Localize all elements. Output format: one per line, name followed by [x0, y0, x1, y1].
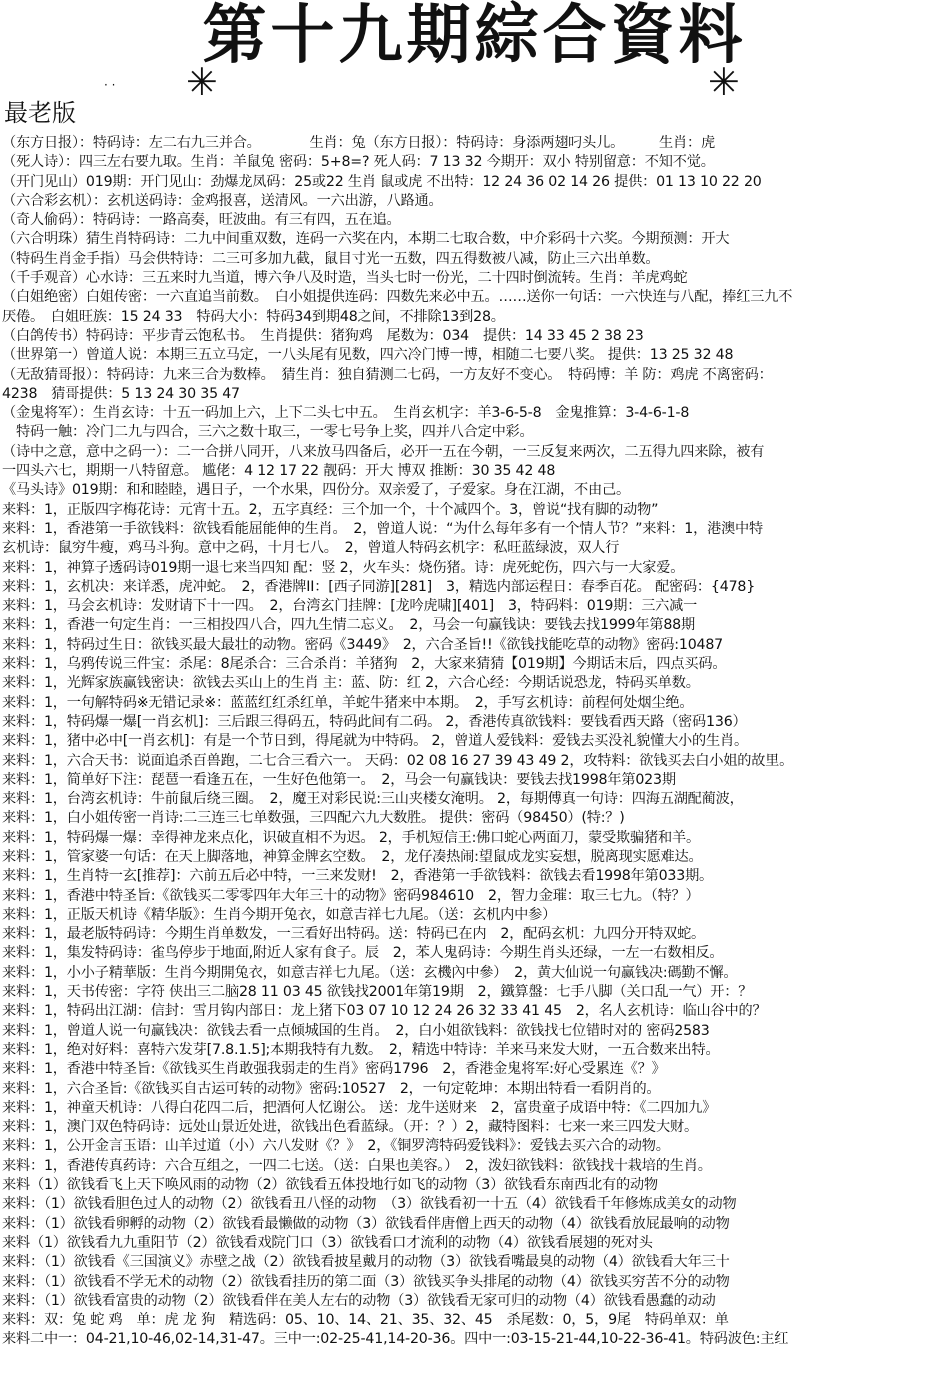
text-line: 来料：1，绝对好料：喜特六发芽[7.8.1.5];本期我特有九数。 2，精选中特诗：羊来马来发大财，一五合数来出特。: [2, 1041, 720, 1058]
text-line: 来料：1，猪中必中[一肖玄机]：有是一个节日到，得尾就为中特码。 2，曾道人爱钱料：爱钱去买没礼貌懂大小的生肖。: [2, 733, 748, 750]
text-line: 来料：1，神童天机诗：八得白花四二后，把酒何人忆谢公。 送：龙牛送财来 2，富贵童子成语中特：《二四加九》: [2, 1099, 717, 1116]
text-line: 来料：1，公开金言玉语：山羊过道（小）六八发财《？》 2，《铜罗湾特码爱钱料》：爱钱去买六合的动物。: [2, 1138, 670, 1155]
text-line: （六合彩玄机）：玄机送码诗：金鸡报喜，送清风。一六出游，八路通。: [2, 192, 443, 209]
text-line: 玄机诗：鼠穷牛瘦，鸡马斗狗。意中之码，十月七八。 2，曾道人特码玄机字：私旺蓝绿波，双人行: [2, 540, 620, 557]
text-line: 来料：1，香港中特圣旨:《欲钱买生肖敢强我弱走的生肖》密码1796 2，香港金鬼将军:好心受累连《？》: [2, 1061, 666, 1078]
text-line: 来料（1）欲钱看飞上天下唤风雨的动物（2）欲钱看五体投地行如飞的动物（3）欲钱看东南西北有的动物: [2, 1177, 658, 1194]
star-ornament-icon: ✳: [708, 60, 740, 104]
text-line: （死人诗）：四三左右要九取。生肖：羊鼠兔 密码：5+8=? 死人码：7 13 32 今期开：双小 特别留意：不知不觉。: [2, 154, 715, 171]
text-line: 来料：1，白小姐传密一肖诗:二三连三七单数强，三四配六九大数胜。 提供：密码（98450）(特:？): [2, 810, 625, 827]
text-line: （白姐绝密）白姐传密：一六直追当前数。 白小姐提供连码：四数先来必中五。……送你一句话：一六快连与八配，捧红三九不: [2, 289, 793, 306]
text-line: 来料：1，特码过生日：欲钱买最大最壮的动物。密码《3449》 2，六合圣旨!!《欲钱找能吃草的动物》密码:10487: [2, 636, 724, 653]
text-line: 来料：（1）欲钱看胆色过人的动物（2）欲钱看丑八怪的动物 （3）欲钱看初一十五（4）欲钱看千年修炼成美女的动物: [2, 1196, 737, 1213]
text-line: 来料：1，香港第一手欲钱料：欲钱看能屈能伸的生肖。 2，曾道人说：“为什么每年多有一个情人节？”来料：1，港澳中特: [2, 520, 764, 537]
text-line: 来料：（1）欲钱看《三国演义》赤壁之战（2）欲钱看披星戴月的动物（3）欲钱看嘴最臭的动物（4）欲钱看大年三十: [2, 1254, 730, 1271]
text-line: 来料：1，香港一句定生肖：一三相投四八合，四九生情二忘义。 2，马会一句赢钱诀：要钱去找1999年第88期: [2, 617, 695, 634]
text-line: （六合明珠）猜生肖特码诗：二九中间重双数，连码一六奖在内，本期二七取合数，中介彩码十六奖。今期预测：开大: [2, 231, 730, 248]
text-line: （千手观音）心水诗：三五来时九当道，博六争八及时造，当头七时一份光，二十四时倒流转。生肖：羊虎鸡蛇: [2, 270, 688, 287]
edition-label: 最老版: [4, 99, 76, 127]
text-line: 一四头六七，期期一八特留意。 尴佬：4 12 17 22 靓码：开大 博双 推断：30 35 42 48: [2, 463, 556, 480]
text-line: 来料：1，乌鸦传说三件宝：杀尾：8尾杀合：三合杀肖：羊猪狗 2，大家来猜猜【019期】今期话末后，四点买码。: [2, 656, 727, 673]
text-line: 来料：1，天书传密：字符 侠出三二脑28 11 03 45 欲钱找2001年第19期 2，鐵算盤：七手八脚（关口乱一气）开：？: [2, 984, 753, 1001]
text-line: 来料：1，小小子精華版：生肖今期開兔衣，如意吉祥七九尾。（送：玄機內中參） 2，黄大仙说一句赢钱决:碼勤不懈。: [2, 964, 738, 981]
star-ornament-icon: ✳: [186, 60, 218, 104]
text-line: 来料：1，神算子透码诗019期一退七来当四知 配：竖 2，火车头：烧伤猪。诗：虎死蛇伤，四六与一大家爱。: [2, 559, 685, 576]
text-line: 来料：1，生肖特一玄[推荐]：六前五后必中特，一三来发财! 2，香港第一手欲钱料：欲钱去看1998年第033期。: [2, 868, 714, 885]
text-line: 来料：1，玄机决：来详悉，虎冲蛇。 2，香港牌II：[西子同游][281] 3，精选内部运程日：春季百花。 配密码：{478}: [2, 578, 756, 595]
text-line: 来料（1）欲钱看九九重阳节（2）欲钱看戏院门口（3）欲钱看口才流利的动物（4）欲钱看展翅的死对头: [2, 1234, 653, 1251]
text-line: （白鸽传书）特码诗：平步青云饱私书。 生肖提供：猪狗鸡 尾数为：034 提供：14 33 45 2 38 23: [2, 327, 644, 344]
text-line: 来料：1，特码爆一爆[一肖玄机]：三后跟三得码五，特码此间有二码。 2，香港传真欲钱料：要钱看西天路（密码136）: [2, 713, 747, 730]
text-line: 来料二中一：04-21,10-46,02-14,31-47。三中一:02-25-41,14-20-36。四中一:03-15-21-44,10-22-36-41。特码波色:主红: [2, 1331, 789, 1348]
text-line: 来料：1，一句解特码※无错记录※：蓝蓝红红杀红单，羊蛇牛猪来中本期。 2，手写玄机诗：前程何处烟尘绝。: [2, 694, 694, 711]
text-line: （奇人偷码）：特码诗：一路高奏，旺波曲。有三有四，五在追。: [2, 212, 401, 229]
text-line: 来料：1，简单好下注：琵琶一看逢五在，一生好色他第一。 2，马会一句赢钱诀：要钱去找1998年第023期: [2, 771, 676, 788]
text-line: （东方日报）：特码诗：左二右九三并合。 生肖：兔（东方日报）：特码诗：身添两翅叼头儿。 生肖：虎: [2, 135, 715, 151]
text-line: 来料：1，光辉家族赢钱密诀：欲钱去买山上的生肖 主：蓝、防：红 2，六合心经：今期话说恐龙，特码买单数。: [2, 675, 700, 692]
text-line: （特码生肖金手指）马会供特诗：二三可多加九截，鼠目寸光一五数，四五得数被八减，防止三六出单数。: [2, 250, 660, 267]
text-line: 来料：（1）欲钱看富贵的动物（2）欲钱看伴在美人左右的动物（3）欲钱看无家可归的动物（4）欲钱看愚蠢的动动: [2, 1292, 716, 1309]
text-line: 来料：1，正版四字梅花诗：元宵十五。2，五字真经：三个加一个，十个减四个。3，曾说“找有脚的动物”: [2, 501, 659, 518]
text-line: 来料：1，正版天机诗《精华版》：生肖今期开兔衣，如意吉祥七九尾。（送：玄机内中参）: [2, 906, 557, 923]
text-line: 来料：1，管家婆一句话：在天上脚落地，神算金牌玄空数。 2，龙仔凑热闹:望鼠成龙实妄想，脱离现实愿难达。: [2, 848, 703, 865]
text-line: 来料：1，特码出江湖：信封：雪月钩内部日：龙上猪下03 07 10 12 24 26 32 33 41 45 2，名人玄机诗：临山谷中的？: [2, 1003, 767, 1020]
text-line: 来料：1，香港中特圣旨:《欲钱买二零零四年大年三十的动物》密码984610 2，智力金璀：取三七九。（特？）: [2, 887, 700, 904]
decorative-dots: · ·: [104, 78, 116, 92]
text-line: 特码一触：冷门二九与四合，三六之数十取三，一零七号争上奖，四并八合定中彩。: [2, 424, 534, 441]
text-line: 《马头诗》019期：和和睦睦，遇日子，一个水果，四份分。双亲爱了，子爱家。身在江湖，不由己。: [2, 482, 630, 499]
text-line: 来料：1，台湾玄机诗：牛前鼠后绕三圈。 2，魔王对彩民说:三山夹楼女淹明。 2，每期傅真一句诗：四海五湖配蔺波，: [2, 791, 744, 808]
text-line: 来料：（1）欲钱看卵孵的动物（2）欲钱看最懒做的动物（3）欲钱看伴唐僧上西天的动物（4）欲钱看放屁最响的动物: [2, 1215, 730, 1232]
text-line: 来料：1，马会玄机诗：发财请下十一四。 2，台湾玄门挂牌：[龙吟虎啸][401] 3，特码料：019期：三六减一: [2, 598, 698, 615]
content-lines: [2, 134, 947, 1350]
text-line: 来料：1，最老版特码诗：今期生肖单数发，一三看好出特码。送：特码已在内 2，配码玄机：九四分开特双蛇。: [2, 926, 706, 943]
text-line: （世界第一）曾道人说：本期三五立马定，一八头尾有见数，四六冷门博一博，相随二七要八奖。 提供：13 25 32 48: [2, 347, 734, 364]
text-line: 来料：1，六合圣旨:《欲钱买自古运可转的动物》密码:10527 2，一句定乾坤：本期出特看一看阴肖的。: [2, 1080, 661, 1097]
text-line: 来料：1，澳门双色特码诗：远处山景近处进，欲钱出色看蓝绿。（开：？）2，藏特图料：七来一来三四发大财。: [2, 1119, 698, 1136]
text-line: 来料：1，曾道人说一句赢钱决：欲钱去看一点倾城国的生肖。 2，白小姐欲钱料：欲钱找七位错时对的 密码2583: [2, 1022, 710, 1039]
text-line: 来料：1，特码爆一爆：幸得神龙来点化，识破直相不为迟。 2，手机短信王:佛口蛇心两面刀，蒙受欺骗猪和羊。: [2, 829, 700, 846]
text-line: 厌倦。 白姐旺族：15 24 33 特码大小：特码34到期48之间，不排除13到28。: [2, 308, 505, 325]
text-line: 来料：1，香港传真药诗：六合互组之，一四二七送。（送：白果也美容。） 2，泼妇欲钱料：欲钱找十栽培的生肖。: [2, 1157, 712, 1174]
text-line: （开门见山）019期：开门见山：劲爆龙凤码：25或22 生肖 鼠或虎 不出特：12 24 36 02 14 26 提供：01 13 10 22 20: [2, 173, 762, 190]
text-line: 来料：双：兔 蛇 鸡 单：虎 龙 狗 精选码：05、10、14、21、35、32、45 杀尾数：0，5，9尾 特码单双：单: [2, 1312, 729, 1329]
text-line: 来料：1，集发特码诗：雀鸟停步于地面,附近人家有食子。辰 2，苯人鬼码诗：今期生肖头还绿，一左一右数相反。: [2, 945, 724, 962]
text-line: 来料：（1）欲钱看不学无术的动物（2）欲钱看挂历的第二面（3）欲钱买争头排尾的动物（4）欲钱买穷苦不分的动物: [2, 1273, 730, 1290]
text-line: 4238 猜哥提供：5 13 24 30 35 47: [2, 385, 240, 402]
page-title: 第十九期綜合資料: [202, 0, 747, 73]
text-line: （金鬼将军）：生肖玄诗：十五一码加上六，上下二头七中五。 生肖玄机字：羊3-6-5-8 金鬼推算：3-4-6-1-8: [2, 405, 690, 422]
text-line: （诗中之意，意中之码一）：二一合拼八同开，八来放马四备后，必开一五在今朝，一三反复来两次，二五得九四来除，被有: [2, 443, 765, 460]
text-line: 来料：1，六合天书：说面追杀百兽跑，二七合三看六一。 天码：02 08 16 27 39 43 49 2，攻特料：欲钱买去白小姐的故里。: [2, 752, 794, 769]
text-line: （无敌猜哥报）：特码诗：九来三合为数棒。 猜生肖：独自猜测二七码，一方友好不变心。 特码博：羊 防：鸡虎 不离密码：: [2, 366, 773, 383]
